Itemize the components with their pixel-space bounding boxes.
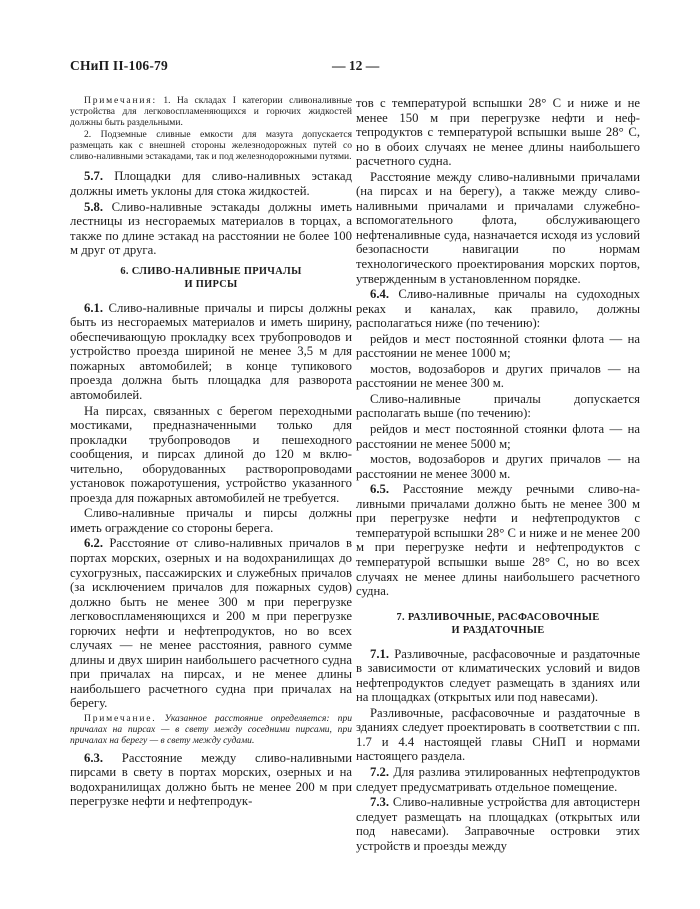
clause-7-1-paragraph-2: Разливочные, расфасовочные и раздаточные в зданиях следует проектировать в соответствии с пп. 1.7 и 4.4 настоящей главы СНиП и нормами настоящего раздела.	[356, 705, 640, 764]
document-code: СНиП II-106-79	[70, 58, 168, 73]
clause-6-4-item-3: рейдов и мест постоянной стоянки флота — на расстоянии не менее 5000 м;	[356, 422, 640, 451]
note-6-2: Примечание. Указанное расстояние определяется: при причалах на пирсах — в свету между соседними пирсами, при причалах на берегу — в свету между судами.	[70, 713, 352, 746]
page-number: — 12 —	[332, 58, 380, 73]
section-6-heading: 6. СЛИВО-НАЛИВНЫЕ ПРИЧАЛЫ И ПИРСЫ	[120, 265, 302, 290]
clause-6-1-paragraph-2: На пирсах, связанных с берегом переходными мостиками, предназначенными только для прокладки трубопроводов и пешеходного сообщения, и пирсах длиной до 120 м включительно, оборудованных растворопроводами установок пожаротушения, устройство указанного проезда для пожарных автомобилей не требуется.	[70, 403, 352, 505]
left-column	[70, 96, 352, 810]
clause-6-2: 6.2. Расстояние от сливо-наливных причалов в портах морских, озерных и на водохранилищах до сухогрузных, пассажирских и служебных причалов (за исключением причалов для пожарных судов) должно быть не менее 300 м при перегрузке легковоспламеняющихся и 200 м при перегрузке горючих нефти и нефтепродуктов, но во всех случаях — не менее расстояния, равного сумме длины и двух ширин наибольшего расчетного судна при причалах на пирсах, и не менее длины наибольшего расчетного судна при причалах на берегу.	[70, 536, 352, 711]
clause-6-1-paragraph-3: Сливо-наливные причалы и пирсы должны иметь ограждение со стороны берега.	[70, 506, 352, 535]
clause-5-7: 5.7. Площадки для сливо-наливных эстакад должны иметь уклоны для стока жидкостей.	[70, 169, 352, 198]
note-label: Примечания:	[84, 95, 157, 106]
clause-7-3: 7.3. Сливо-наливные устройства для автоцистерн следует размещать на площадках (открытых или под навесами). Заправочные островки этих устройств и проезды между	[356, 795, 640, 853]
clause-6-3: 6.3. Расстояние между сливо-наливными пирсами в свету в портах морских, озерных и на водохранилищах должно быть не менее 200 м при перегрузке нефти и нефтепродук-	[70, 750, 352, 809]
right-column	[356, 96, 640, 854]
note-1: Примечания: 1. На складах I категории сливоналивные устройства для легковоспламеняющихся и горючих жидкостей должны быть раздельными.	[70, 95, 352, 128]
clause-6-4: 6.4. Сливо-наливные причалы на судоходных реках и каналах, как правило, должны располагаться ниже (по течению):	[356, 287, 640, 331]
clause-6-4-item-2: мостов, водозаборов и других причалов — на расстоянии не менее 300 м.	[356, 361, 640, 391]
clause-5-8: 5.8. Сливо-наливные эстакады должны иметь лестницы из несгораемых материалов в торцах, а также по длине эстакад на расстоянии не более 100 м друг от друга.	[70, 199, 352, 258]
clause-6-4-item-4: мостов, водозаборов и других причалов — на расстоянии не менее 3000 м.	[356, 452, 640, 481]
clause-6-4-paragraph-2: Сливо-наливные причалы допускается располагать выше (по течению):	[356, 391, 640, 421]
clause-6-1: 6.1. Сливо-наливные причалы и пирсы должны быть из несгораемых материалов и иметь ширину, обеспечивающую прокладку всех трубопроводов и устройство проезда шириной не менее 3,5 м для пожарных автомобилей; в конце тупикового проезда должна быть площадка для разворота автомобилей.	[70, 300, 352, 402]
note-2: 2. Подземные сливные емкости для мазута допускается размещать как с внешней стороны железнодорожных путей со сливо-наливными эстакадами, так и под железнодорожными путями.	[70, 128, 352, 162]
clause-7-1: 7.1. Разливочные, расфасовочные и раздаточные в зависимости от климатических условий и видов нефтепродуктов следует размещать в зданиях или на площадках (открытых или под навесами).	[356, 646, 640, 705]
clause-6-5: 6.5. Расстояние между речными сливо-наливными причалами должно быть не менее 300 м при перегрузке нефти и нефтепродуктов с температурой вспышки 28° С и ниже и не менее 200 м при перегрузке нефти и нефтепродуктов с температурой вспышки выше 28° С, но во всех случаях не менее длины наибольшего расчетного судна.	[356, 482, 640, 599]
section-7-heading: 7. РАЗЛИВОЧНЫЕ, РАСФАСОВОЧНЫЕ И РАЗДАТОЧНЫЕ	[396, 611, 600, 636]
clause-6-4-item-1: рейдов и мест постоянной стоянки флота — на расстоянии не менее 1000 м;	[356, 331, 640, 361]
page-header	[70, 58, 640, 78]
clause-6-3-paragraph-2: Расстояние между сливо-наливными причалами (на пирсах и на берегу), а также между сливо-наливными причалами и причалами служебно-вспомогательного флота, обслуживающего нефтеналивные суда, назначается исходя из условий безопасности навигации по нормам технологического проектирования морских портов, утвержденным в установленном порядке.	[356, 169, 640, 286]
clause-7-2: 7.2. Для разлива этилированных нефтепродуктов следует предусматривать отдельное помещение.	[356, 764, 640, 794]
clause-6-3-continued: тов с температурой вспышки 28° С и ниже и не менее 150 м при перегрузке нефти и нефтепродуктов с температурой вспышки выше 28° С, но в обоих случаях не менее длины наибольшего расчетного судна.	[356, 96, 640, 169]
